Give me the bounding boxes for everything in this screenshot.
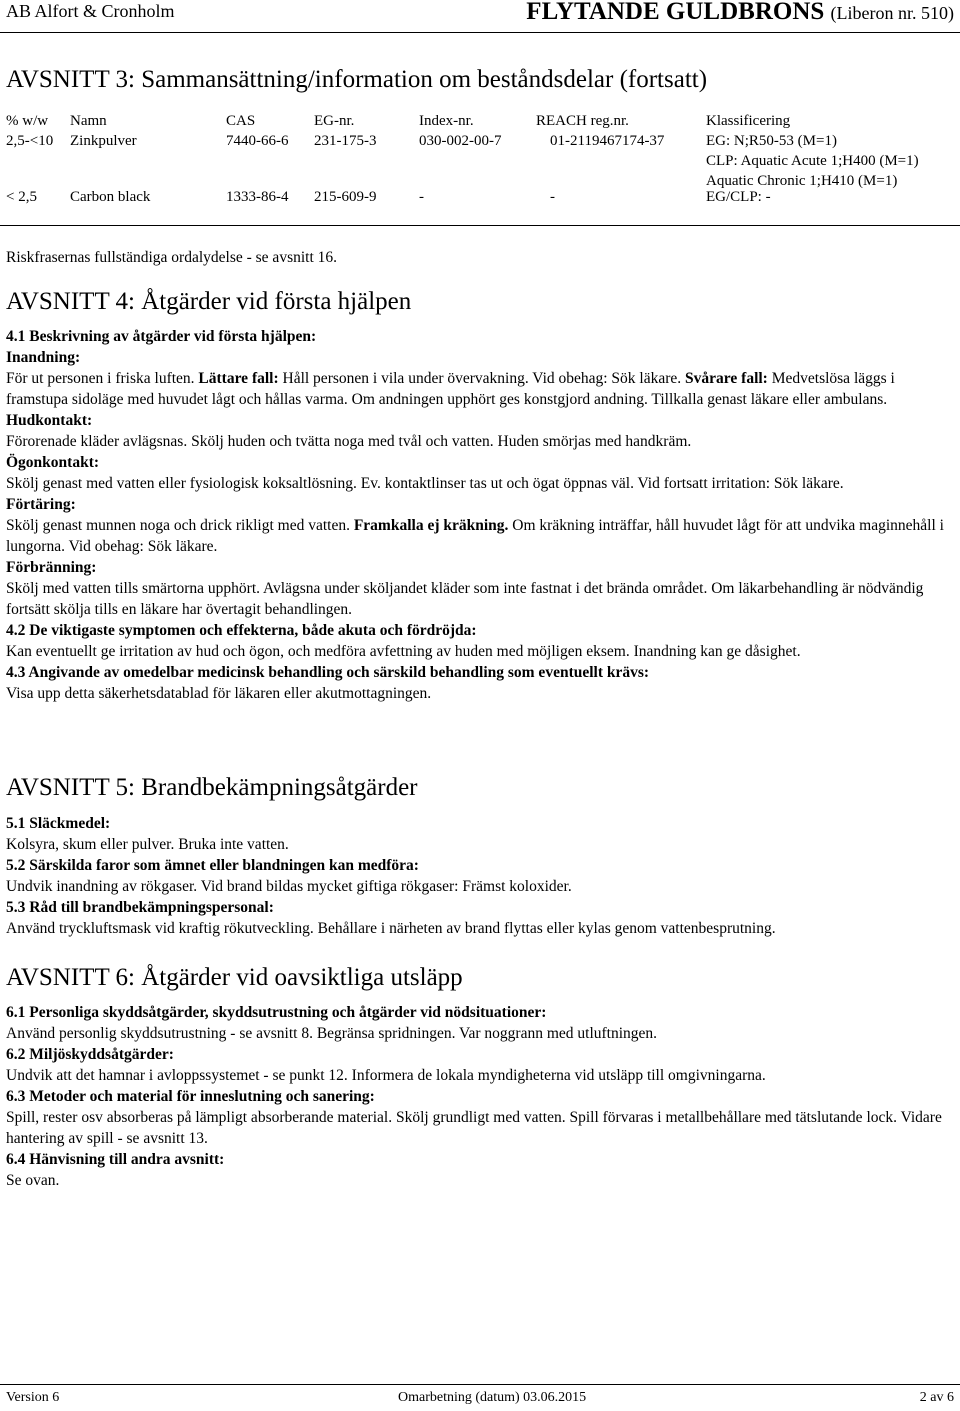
label-hudkontakt: Hudkontakt: — [6, 412, 93, 429]
cell-class: EG/CLP: - — [706, 189, 771, 205]
product-title: FLYTANDE GULDBRONS — [526, 0, 825, 25]
footer-version: Version 6 — [6, 1390, 60, 1405]
section6-body — [6, 1002, 954, 1191]
cell-eg: 215-609-9 — [314, 189, 377, 205]
label-svarare-fall: Svårare fall: — [685, 370, 768, 387]
footer-rule — [0, 1384, 960, 1385]
cell-index: - — [419, 189, 424, 205]
section3-title: AVSNITT 3: Sammansättning/information om beståndsdelar (fortsatt) — [6, 66, 708, 93]
subheading-6-1: 6.1 Personliga skyddsåtgärder, skyddsutrustning och åtgärder vid nödsituationer: — [6, 1004, 547, 1021]
section4-body — [6, 326, 954, 704]
col-pct: % w/w — [6, 113, 49, 129]
subheading-4-3: 4.3 Angivande av omedelbar medicinsk behandling och särskild behandling som eventuellt krävs: — [6, 664, 650, 681]
label-forbranning: Förbränning: — [6, 559, 97, 576]
text-inandning-a: För ut personen i friska luften. — [6, 370, 199, 387]
cell-class: EG: N;R50-53 (M=1) — [706, 133, 837, 149]
cell-reach: - — [550, 189, 555, 205]
cell-name: Carbon black — [70, 189, 151, 205]
section5-body — [6, 813, 954, 939]
company-name: AB Alfort & Cronholm — [6, 1, 175, 21]
cell-name: Zinkpulver — [70, 133, 137, 149]
text-6-1: Använd personlig skyddsutrustning - se avsnitt 8. Begränsa spridningen. Var noggrann med utluftningen. — [6, 1025, 658, 1042]
col-reach: REACH reg.nr. — [536, 113, 629, 129]
text-fortaring-a: Skölj genast munnen noga och drick rikligt med vatten. — [6, 517, 354, 534]
composition-table-header — [6, 113, 954, 133]
page-header — [6, 0, 954, 28]
footer-page-number: 2 av 6 — [919, 1390, 954, 1405]
label-ogonkontakt: Ögonkontakt: — [6, 454, 100, 471]
cell-class: Aquatic Chronic 1;H410 (M=1) — [706, 173, 898, 189]
section6-title: AVSNITT 6: Åtgärder vid oavsiktliga utsläpp — [6, 964, 463, 991]
col-eg: EG-nr. — [314, 113, 355, 129]
cell-pct: 2,5-<10 — [6, 133, 54, 149]
table-row — [6, 133, 954, 189]
text-hudkontakt: Förorenade kläder avlägsnas. Skölj huden och tvätta noga med tvål och vatten. Huden smörjas med handkräm. — [6, 433, 692, 450]
text-inandning-c: Medvetslösa läggs i framstupa sidoläge med huvudet lågt och hållas varma. Om andningen upphört ges konstgjord andning. Tillkalla genast läkare eller ambulans. — [6, 370, 895, 408]
col-class: Klassificering — [706, 113, 791, 129]
text-6-2: Undvik att det hamnar i avloppssystemet - se punkt 12. Informera de lokala myndigheterna vid utsläpp till omgivningarna. — [6, 1067, 766, 1084]
text-ogonkontakt: Skölj genast med vatten eller fysiologisk koksaltlösning. Ev. kontaktlinser tas ut och ögat öppnas väl. Vid fortsatt irritation: Sök läkare. — [6, 475, 844, 492]
text-fortaring — [6, 515, 954, 557]
header-rule — [0, 32, 960, 33]
text-6-4: Se ovan. — [6, 1172, 60, 1189]
footer-revision-date: Omarbetning (datum) 03.06.2015 — [398, 1390, 587, 1405]
col-index: Index-nr. — [419, 113, 474, 129]
text-forbranning: Skölj med vatten tills smärtorna upphört. Avlägsna under sköljandet kläder som inte fastnat i det brända området. Om läkarbehandling är nödvändig fortsätt skölja tills en läkare har övertagit behandlingen. — [6, 580, 924, 618]
cell-cas: 7440-66-6 — [226, 133, 289, 149]
subheading-6-3: 6.3 Metoder och material för inneslutning och sanering: — [6, 1088, 375, 1105]
section5-title: AVSNITT 5: Brandbekämpningsåtgärder — [6, 774, 418, 801]
section3-rule — [0, 225, 960, 226]
text-5-2: Undvik inandning av rökgaser. Vid brand bildas mycket giftiga rökgaser: Främst koloxider. — [6, 878, 572, 895]
text-4-2: Kan eventuellt ge irritation av hud och ögon, och medföra avfettning av huden med möjligen eksem. Inandning kan ge dåsighet. — [6, 643, 801, 660]
page-footer — [6, 1390, 954, 1410]
cell-index: 030-002-00-7 — [419, 133, 502, 149]
text-inandning-b: Håll personen i vila under övervakning. Vid obehag: Sök läkare. — [278, 370, 686, 387]
subheading-6-4: 6.4 Hänvisning till andra avsnitt: — [6, 1151, 225, 1168]
cell-pct: < 2,5 — [6, 189, 37, 205]
subheading-5-1: 5.1 Släckmedel: — [6, 815, 111, 832]
risk-phrase-note: Riskfrasernas fullständiga ordalydelse - se avsnitt 16. — [6, 249, 338, 266]
col-cas: CAS — [226, 113, 256, 129]
label-fortaring: Förtäring: — [6, 496, 76, 513]
text-6-3: Spill, rester osv absorberas på lämpligt absorberande material. Skölj grundligt med vatten. Spill förvaras i metallbehållare med tätslutande lock. Vidare hantering av spill - se avsnitt 13. — [6, 1109, 942, 1147]
section4-title: AVSNITT 4: Åtgärder vid första hjälpen — [6, 288, 412, 315]
cell-reach: 01-2119467174-37 — [550, 133, 665, 149]
subheading-4-2: 4.2 De viktigaste symptomen och effekterna, både akuta och fördröjda: — [6, 622, 477, 639]
subheading-6-2: 6.2 Miljöskyddsåtgärder: — [6, 1046, 174, 1063]
text-fortaring-b: Om kräkning inträffar, håll huvudet lågt för att undvika maginnehåll i lungorna. Vid obehag: Sök läkare. — [6, 517, 944, 555]
label-framkalla: Framkalla ej kräkning. — [353, 517, 509, 534]
cell-class: CLP: Aquatic Acute 1;H400 (M=1) — [706, 153, 919, 169]
col-name: Namn — [70, 113, 107, 129]
product-note: (Liberon nr. 510) — [830, 3, 954, 23]
text-inandning — [6, 368, 954, 410]
subheading-5-3: 5.3 Råd till brandbekämpningspersonal: — [6, 899, 274, 916]
text-5-1: Kolsyra, skum eller pulver. Bruka inte vatten. — [6, 836, 289, 853]
cell-eg: 231-175-3 — [314, 133, 377, 149]
product-name — [526, 0, 954, 26]
label-inandning: Inandning: — [6, 349, 81, 366]
cell-cas: 1333-86-4 — [226, 189, 289, 205]
text-5-3: Använd tryckluftsmask vid kraftig rökutveckling. Behållare i närheten av brand flyttas eller kylas genom vattenbesprutning. — [6, 920, 776, 937]
table-row — [6, 189, 954, 209]
text-4-3: Visa upp detta säkerhetsdatablad för läkaren eller akutmottagningen. — [6, 685, 432, 702]
subheading-4-1: 4.1 Beskrivning av åtgärder vid första hjälpen: — [6, 328, 317, 345]
label-lattare-fall: Lättare fall: — [198, 370, 279, 387]
subheading-5-2: 5.2 Särskilda faror som ämnet eller blandningen kan medföra: — [6, 857, 419, 874]
